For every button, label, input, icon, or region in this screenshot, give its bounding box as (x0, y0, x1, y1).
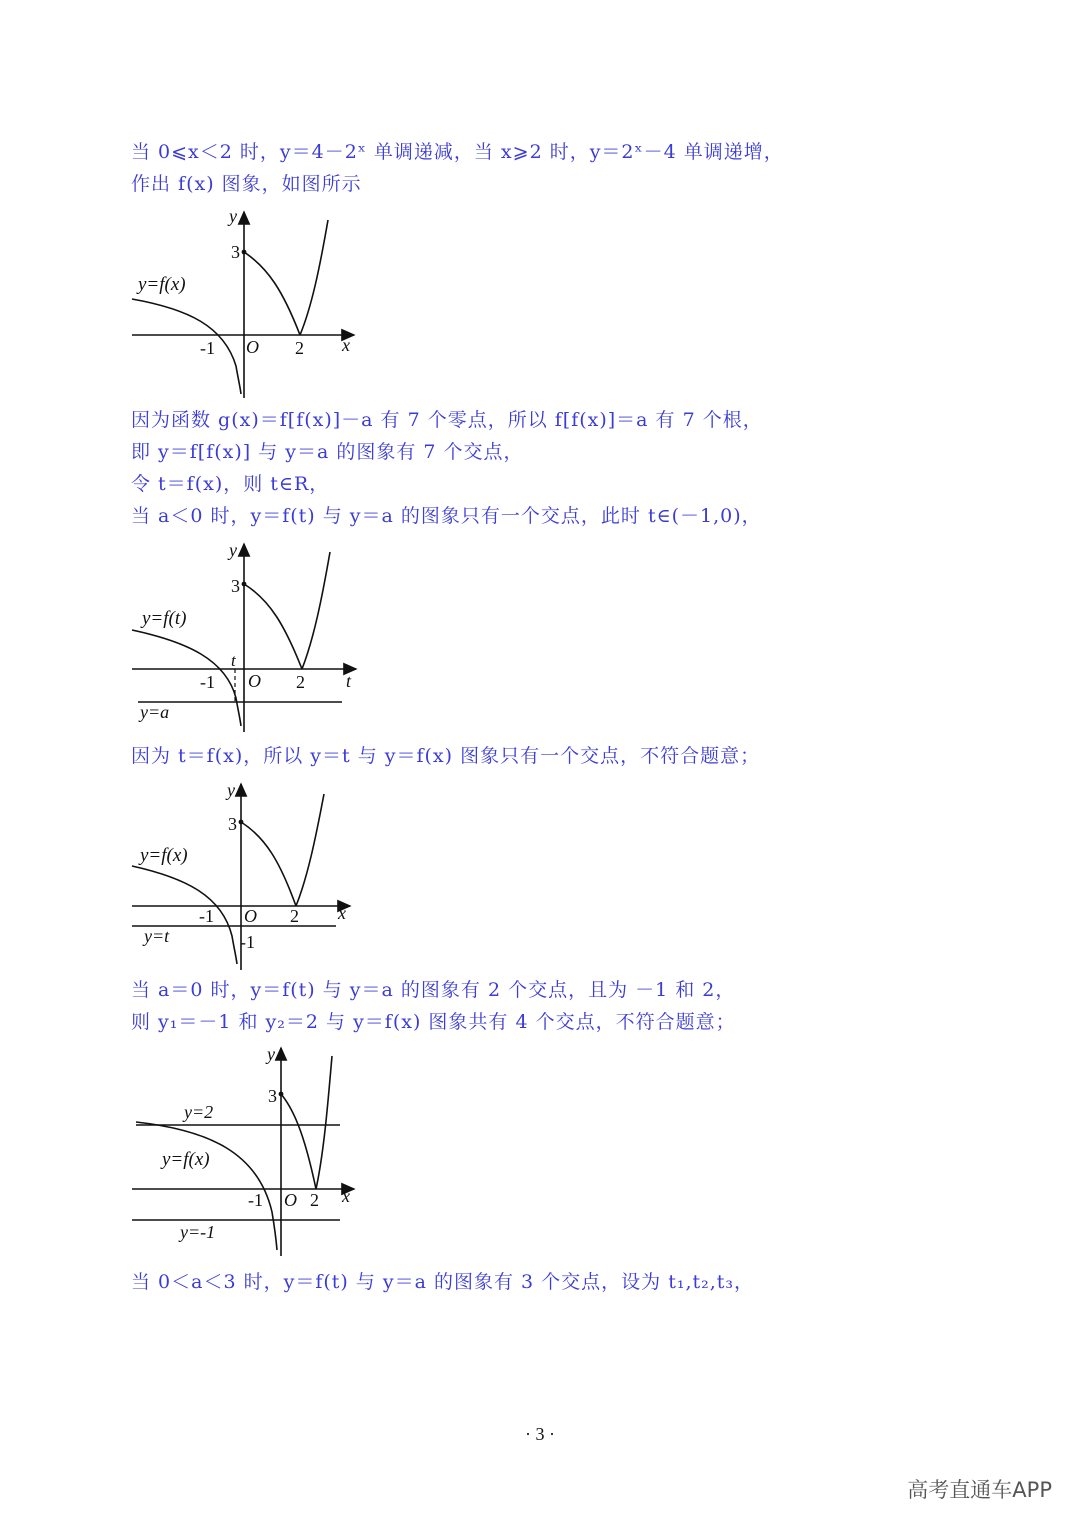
origin-label: O (246, 337, 259, 357)
curve-middle (281, 1094, 316, 1189)
tick-label-3: 3 (231, 242, 240, 262)
func-label: y=f(t) (142, 608, 187, 629)
y-axis-label: y (267, 1044, 275, 1064)
point-marker (279, 1092, 284, 1097)
func-label: y=f(x) (140, 845, 188, 866)
page-number: · 3 · (525, 1424, 555, 1444)
curve-right (296, 794, 324, 906)
x-axis-label: x (342, 335, 350, 355)
tick-label-2: 2 (296, 672, 305, 692)
curve-right (316, 1056, 332, 1189)
graph-figure-2 (128, 538, 368, 738)
tick-label-3: 3 (231, 576, 240, 596)
curve-right (300, 220, 328, 335)
watermark: 高考直通车APP (907, 1478, 1052, 1502)
tick-label-2: 2 (290, 906, 299, 926)
text-line-9: 则 y₁＝－1 和 y₂＝2 与 y＝f(x) 图象共有 4 个交点，不符合题意； (131, 1011, 736, 1033)
point-marker (242, 582, 247, 587)
text-line-10: 当 0＜a＜3 时，y＝f(t) 与 y＝a 的图象有 3 个交点，设为 t₁,t₂,t₃， (131, 1271, 755, 1293)
text-line-4: 即 y＝f[f(x)] 与 y＝a 的图象有 7 个交点， (131, 441, 524, 463)
upper-line-label: y=2 (184, 1102, 214, 1122)
x-axis-label: x (342, 1186, 350, 1206)
func-label: y=f(x) (162, 1149, 210, 1170)
func-label: y=f(x) (138, 274, 186, 295)
tick-label-2: 2 (295, 338, 304, 358)
tick-label-neg1: -1 (200, 672, 215, 692)
graph-figure-1 (128, 206, 368, 401)
tick-label-neg1: -1 (199, 906, 214, 926)
t-mark-label: t (231, 651, 236, 670)
curve-left (132, 866, 237, 964)
text-line-7: 因为 t＝f(x)，所以 y＝t 与 y＝f(x) 图象只有一个交点，不符合题意； (131, 745, 761, 767)
curve-right (302, 552, 330, 669)
x-axis-label: x (338, 903, 346, 923)
line-label: y=a (140, 702, 170, 722)
origin-label: O (284, 1190, 297, 1210)
y-axis-label: y (227, 780, 235, 800)
text-line-2: 作出 f(x) 图象，如图所示 (131, 173, 362, 195)
origin-label: O (248, 671, 261, 691)
tick-label-neg1: -1 (200, 338, 215, 358)
line-label: y=t (144, 926, 170, 946)
text-line-5: 令 t＝f(x)，则 t∈R， (131, 473, 330, 495)
tick-label-neg1: -1 (248, 1190, 263, 1210)
tick-label-below: -1 (240, 932, 255, 952)
tick-label-3: 3 (228, 814, 237, 834)
curve-left (132, 299, 241, 394)
curve-middle (241, 822, 296, 906)
text-line-6: 当 a＜0 时，y＝f(t) 与 y＝a 的图象只有一个交点，此时 t∈(－1,0)， (131, 505, 762, 527)
curve-middle (244, 584, 302, 669)
text-line-1: 当 0⩽x＜2 时，y＝4－2ˣ 单调递减，当 x⩾2 时，y＝2ˣ－4 单调递增， (131, 141, 784, 163)
graph-figure-3 (128, 778, 368, 978)
x-axis-label: t (346, 671, 352, 691)
y-axis-label: y (229, 206, 237, 226)
graph-figure-4 (128, 1042, 368, 1262)
curve-middle (244, 252, 300, 335)
point-marker (242, 250, 247, 255)
tick-label-2: 2 (310, 1190, 319, 1210)
lower-line-label: y=-1 (180, 1222, 216, 1242)
y-axis-label: y (229, 540, 237, 560)
origin-label: O (244, 906, 257, 926)
text-line-3: 因为函数 g(x)＝f[f(x)]－a 有 7 个零点，所以 f[f(x)]＝a 有 7 个根， (131, 409, 763, 431)
point-marker (239, 820, 244, 825)
tick-label-3: 3 (268, 1086, 277, 1106)
text-line-8: 当 a＝0 时，y＝f(t) 与 y＝a 的图象有 2 个交点，且为 －1 和 2， (131, 979, 736, 1001)
